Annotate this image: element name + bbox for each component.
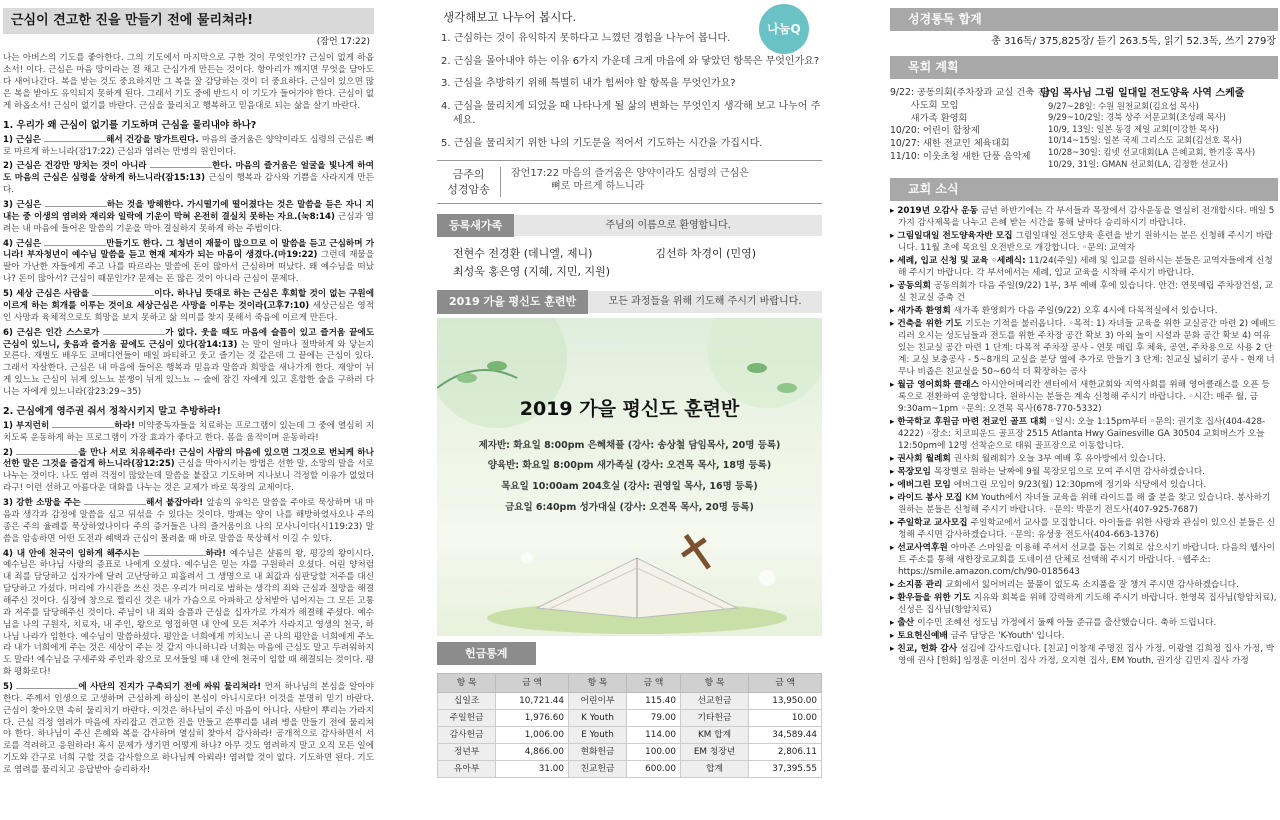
point-text: 는 말이 얼마나 절박하게 와 닿는지 모른다. 재벌도 배우도 코메디언들이 매일 파티하고 웃고 즐기는 것 같은데 그 끝에는 근심이 있다. 그래서 자살한다. 근심은 내 마음에 들어온 행복과 믿음과 말씀과 희망을 새나가게 한다. 재앙이 뉘게 있느뇨 근심이 뉘게 있느뇨 분쟁이 뉘게 있느뇨 -- 술에 잠긴 자에게 있고 혼합한 술을 구하러 다니는 자에게 있느니라(잠23:29~35) <box>3 339 374 397</box>
plan-date-item: 10/27: 새한 전교인 체육대회 <box>890 138 1010 150</box>
news-item-text: 새가족 환영회가 다음 주일(9/22) 오후 4시에 다목적실에서 있습니다. <box>953 305 1218 316</box>
news-item-text: 금주 담당은 'K-Youth' 입니다. <box>950 630 1065 641</box>
offering-amount: 10.00 <box>749 709 822 726</box>
news-column <box>890 0 1278 820</box>
offering-amount: 114.00 <box>627 727 681 744</box>
point-key: 가 없다. 웃을 때도 마음에 슬픔이 있고 즐거움 끝에도 근심이 있느니, 웃음과 즐거움 끝에도 근심이 있다(잠14:13) <box>3 327 374 350</box>
training-bar <box>437 290 822 313</box>
church-news <box>890 205 1278 667</box>
question-item: 3. 근심을 추방하기 위해 특별히 내가 힘써야 할 항목을 무엇인가요? <box>441 78 736 90</box>
news-item <box>890 379 1278 415</box>
point-blank <box>16 681 78 689</box>
offering-amount: 34,589.44 <box>749 727 822 744</box>
training-label: 2019 가을 평신도 훈련반 <box>437 290 588 313</box>
offering-item: 감사헌금 <box>438 727 496 744</box>
news-item <box>890 492 1278 516</box>
news-item-title: ▸ 그림일대일 전도양육자반 모집 <box>890 230 1016 241</box>
offering-row <box>438 761 822 778</box>
plan-date-item: 11/10: 이웃초청 새한 단풍 음악제 <box>890 151 1031 163</box>
point-lead: 3) 근심은 <box>3 200 45 211</box>
section-1-points <box>3 134 374 399</box>
news-item-text: 금년 하반기에는 각 부서들과 목장에서 감사운동을 열심히 전개합시다. 매일 5가지 감사제목을 나누고 은혜 받는 시간을 통해 날마다 승리하시기 바랍니다. <box>898 205 1275 228</box>
news-item-text: 주일학교에서 교사를 모집합니다. 아이들을 위한 사랑과 관심이 있으신 분들은 신청해 주시면 감사하겠습니다. ◦문의: 유성웅 전도사(404-663-1376) <box>898 517 1276 540</box>
bible-reading-label: 성경통독 합계 <box>890 8 1278 31</box>
point-3 <box>3 199 374 236</box>
ministry-plan-label: 목회 계획 <box>890 56 1278 79</box>
point-key: 만들기도 한다. 그 청년이 재물이 많으므로 이 말씀을 듣고 근심하며 가니라! 부자청년이 예수님 말씀을 듣고 현재 제자가 되는 마음이 생겼다.(마19:22) <box>3 238 374 261</box>
news-item-text: 권사회 월례회가 오늘 3부 예배 후 유아방에서 있습니다. <box>953 453 1167 464</box>
offering-header: 금 액 <box>627 673 681 692</box>
middle-column <box>437 0 822 820</box>
point-text: 마음의 즐거움은 양약이라도 심령의 근심은 뼈로 마르게 하느니라(잠17:22) 근심과 염려는 만병의 원인이다. <box>3 134 375 157</box>
memory-verse <box>437 160 822 204</box>
news-item-title: ▸ 에버그린 모임 <box>890 479 954 490</box>
offering-row <box>438 744 822 761</box>
news-item-title: ▸ 새가족 환영회 <box>890 305 954 316</box>
news-item <box>890 617 1278 629</box>
news-item <box>890 592 1278 616</box>
section-2-points <box>3 420 374 777</box>
offering-item: KM 합계 <box>680 727 748 744</box>
plan-date-item: 사도회 모임 <box>890 99 959 111</box>
news-item-text: 아마존 스마일을 이용해 주셔서 선교를 돕는 기회로 삼으시기 바랍니다. 다음의 웹사이트 주소를 통해 새한장로교회를 도네이션 단체로 선택해 주시기 바랍니다. ◦웹주소: https://smile.amazon.com/ch/90-0185643 <box>898 542 1275 577</box>
news-item-text: 공동의회가 다음 주일(9/22) 1부, 3부 예배 후에 있습니다. 안건: 연못매립 주차장건설, 교실 친교실 증축 건 <box>898 280 1274 303</box>
training-poster <box>437 318 822 636</box>
point-blank <box>52 420 114 428</box>
offering-table <box>437 673 822 779</box>
news-item-text: 에버그린 모임이 9/23(월) 12:30pm에 정기와 식당에서 있습니다. <box>953 479 1207 490</box>
offering-item: 정년부 <box>438 744 496 761</box>
news-item-title: ▸ 공동의회 <box>890 280 934 291</box>
news-item-text: 아시안어메리칸 센터에서 새한교회와 지역사회를 위해 영어클래스를 오픈 등록으로 전환하여 운영합니다. 원하시는 분들은 계속 신청해 주시기 바랍니다. ◦시간: 매주 월, 금 9:30am~1pm ◦문의: 오견목 목사(678-770-5332) <box>898 379 1270 414</box>
plan-date-item: 새가족 환영회 <box>890 112 968 124</box>
point-2 <box>3 160 374 197</box>
offering-item: 유아부 <box>438 761 496 778</box>
plan-schedule-item: 10/14~15일: 일본 국제 그리스도 교회(김선호 목사) <box>1048 135 1242 146</box>
newcomer-family-1: 전현수 전경환 (데니엘, 제니) <box>453 247 593 261</box>
point-blank <box>84 497 146 505</box>
point-blank <box>144 548 206 556</box>
point-text: 미약중독자들을 치료하는 프로그램이 있는데 그 중에 열심히 지치도록 운동하게 하는 프로그램이 가장 효과가 좋다고 한다. 몸을 움직이며 운동하라! <box>3 420 374 443</box>
news-item-text: 목장별로 원하는 날짜에 9월 목장모임으로 모여 주시면 감사하겠습니다. <box>933 466 1205 477</box>
news-item-title: ▸ 토요헌신예배 <box>890 630 951 641</box>
plan-schedule-item: 10/28~30일: 킴넷 선교대회(LA 은혜교회, 한기홍 목사) <box>1048 147 1256 158</box>
plan-schedule-item: 9/29~10/2일: 경북 상주 서문교회(조성래 목사) <box>1048 112 1226 123</box>
news-item <box>890 479 1278 491</box>
point-3 <box>3 497 374 545</box>
question-item: 1. 근심하는 것이 유익하지 못하다고 느꼈던 경험을 나누어 봅니다. <box>441 32 731 44</box>
point-blank <box>16 447 78 455</box>
point-text: 그런데 재물을 팔아 가난한 자들에게 주고 나를 따르라는 말씀에 돈이 많아서 근심하며 떠났다. 왜 예수님을 떠났나? 돈이 많아서? 근심이 때문인가? 문제는 돈 많은 것이 아니라 근심이 문제다. <box>3 250 375 285</box>
offering-header: 항 목 <box>438 673 496 692</box>
news-item-title: ▸ 건축을 위한 기도 <box>890 318 966 329</box>
church-news-label: 교회 소식 <box>890 178 1278 201</box>
question-item: 5. 근심을 물리치기 위한 나의 기도문을 적어서 기도하는 시간을 가집시다. <box>441 137 763 149</box>
news-item-title: ▸ 2019년 오감사 운동 <box>890 205 981 216</box>
news-item <box>890 542 1278 578</box>
point-key: 하라! <box>114 420 139 431</box>
point-text: 먼저 하나님의 본심을 알아야 한다. 주께서 인생으로 고생하며 근심하게 하심이 본심이 아니시로다! 이것을 분명히 믿기 바란다. 근심이 찾아오면 속히 물리치기 바란다. 이것은 하나님이 주신 마음이 아니다. 사탄이 뿌리는 가라지다. 근심 걱정 염려가 마음에 자리잡고 견고한 진을 만들고 쓴뿌리를 내려 병을 만들기 전에 물리쳐야 한다. 하나님이 주신 은혜와 복을 감사하며 열심히 찾아서 감사하라! 공개적으로 감사하면서 서로를 격려하고 응원하라! 혹시 문제가 생기면 어떻게 하나? 아무 것도 염려하지 말고 오직 모든 일에 기도와 간구로 너희 구할 것을 감사함으로 하나님께 아뢰라! 염려할 것이 없다. 기도하면 된다. 기도로 염려를 물리치고 응답받아 승리하자! <box>3 681 374 775</box>
schedule-line: 금요일 6:40pm 성가대실 (강사: 오견목 목사, 20명 등록) <box>505 502 754 514</box>
news-item-title: ▸ 선교사역후원 <box>890 542 951 553</box>
offering-item: 어린이부 <box>568 692 626 709</box>
news-item-text: 지유와 회복을 위해 강력하게 기도해 주시기 바랍니다. 한영목 집사님(항암치료), 신성은 집사님(항암치료) <box>898 592 1277 615</box>
offering-item: K Youth <box>568 709 626 726</box>
discussion-title: 생각해보고 나누어 봅시다. <box>443 10 577 24</box>
point-key: 하는 것을 방해한다. 가시떨기에 떨어졌다는 것은 말씀을 듣은 자니 지내는 중 이생의 염려와 재리와 일락에 기운이 막혀 온전히 결실치 못하는 자요.(눅8:14) <box>3 200 375 222</box>
point-text: 근심이 행복과 감사와 기쁨을 사라지게 만든다. <box>3 173 375 196</box>
point-text: 예수님은 샬롬의 왕, 평강의 왕이시다. 예수님은 하나님 사랑의 증표로 나에게 오셨다. 예수님은 믿는 자를 구원하러 오셨다. 어린 양처럼 내 죄를 담당하고 십자가에 달려 고난당하고 피흘려서 그 생명으로 내 최값과 심판당할 저주를 대신 담당하고 가셨다. 머리에 가시관을 쓰신 것은 우리가 머리로 범하는 생각의 죄와 근심과 절망을 해결해주신 것이다. 심장에 창으로 찔리신 것은 내가 가슴으로 아파하고 상처받아 넘어지는 그 모든 고통과 저주를 담당해주신 것이다. 주님이 내 죄와 슬픔과 근심을 십자가로 가져가 해결해 주셨다. 예수님을 나의 구원자, 치료자, 내 주인, 왕으로 영접하면 내 안에 모든 저주가 사라지고 영생의 천국, 하나님 나라가 임한다. 예수님이 말씀하셨다. 평안을 너희에게 끼치노니 곧 나의 평안을 너희에게 주노라 내가 너희에게 주는 것은 세상이 주는 것 같지 아니하니라 너희는 마음에 근심도 말고 두려워하지도 말라! 예수님을 구세주와 주인과 왕으로 모셔들일 때 내 안에 천국이 임할 때 해결되는 것이다. 평화 평화로다! <box>3 548 375 678</box>
news-item-text: 11/24(주일) 세례 및 입교를 원하시는 분들은 교역자들에게 신청해 주시기 바랍니다. 각 부서에서는 세례, 입교 교육을 시작해 주시기 바랍니다. <box>898 255 1273 278</box>
news-item <box>890 280 1278 304</box>
plan-schedule-title: 담임 목사님 그림 일대일 전도양육 사역 스케줄 <box>1040 87 1245 99</box>
point-key: 해서 붙잡아라! <box>146 498 207 509</box>
point-lead: 6) 근심은 인간 스스로가 <box>3 327 104 338</box>
offering-amount: 4,866.00 <box>496 744 569 761</box>
point-lead: 2) <box>3 447 17 458</box>
news-item-text: 섬김에 감사드립니다. [친교] 이창재 주명진 집사 가정, 이광열 김희정 집사 가정, 박영애 권사 [헌화] 임정훈 이선미 집사 가정, 오지현 집사, EM Youth, 권기상 김민지 집사 가정 <box>898 643 1275 666</box>
point-lead: 4) 근심은 <box>3 238 45 249</box>
point-lead: 4) 내 안에 천국이 임하게 해주시는 <box>3 548 144 559</box>
news-item <box>890 453 1278 465</box>
section-heading-2: 2. 근심에게 영주권 줘서 정착시키지 말고 추방하라! <box>3 405 221 417</box>
news-item <box>890 416 1278 452</box>
poster-title: 2019 가을 평신도 훈련반 <box>519 397 740 420</box>
point-lead: 5) <box>3 681 17 692</box>
news-item-title: ▸ 세례, 입교 신청 및 교육 ◦세례식: <box>890 255 1029 266</box>
offering-label: 헌금통계 <box>437 642 536 665</box>
point-key: 해서 건강을 망가트린다. <box>106 134 202 145</box>
point-blank <box>92 288 154 296</box>
sermon-body <box>3 53 374 776</box>
newcomer-welcome: 주님의 이름으로 환영합니다. <box>514 215 822 237</box>
point-lead: 3) 강한 소망을 주는 <box>3 498 85 509</box>
question-item: 4. 근심을 물리치게 되었을 때 나타나게 될 삶의 변화는 무엇인지 생각해 보고 나누어 주세요. <box>441 101 821 127</box>
point-key: 한다. 마음의 즐거움은 얼굴을 빛나게 하여도 마음의 근심은 심령을 상하게 하느니라(잠15:13) <box>3 161 374 184</box>
memory-label-1: 금주의 <box>452 167 485 181</box>
offering-amount: 2,806.11 <box>749 744 822 761</box>
news-item-title: ▸ 월금 영어회화 클래스 <box>890 379 982 390</box>
point-1 <box>3 420 374 445</box>
point-1 <box>3 134 374 159</box>
offering-item: 주일헌금 <box>438 709 496 726</box>
point-6 <box>3 327 374 399</box>
offering-item: 합계 <box>680 761 748 778</box>
point-lead: 1) 부지런히 <box>3 420 53 431</box>
point-key: 하라! <box>205 548 230 559</box>
sermon-column <box>0 0 378 820</box>
offering-bar <box>437 642 822 665</box>
newcomer-bar <box>437 214 822 237</box>
point-blank <box>45 199 107 207</box>
question-item: 2. 근심을 몰아내야 하는 이유 6가지 가운데 크게 마음에 와 닿았던 항목은 무엇인가요? <box>441 55 820 67</box>
offering-amount: 115.40 <box>627 692 681 709</box>
point-lead: 2) 근심은 건강만 망치는 것이 아니라 <box>3 161 151 172</box>
point-5 <box>3 288 374 325</box>
point-5 <box>3 681 374 777</box>
sermon-title: 근심이 견고한 진을 만들기 전에 물리쳐라! <box>3 8 374 34</box>
plan-schedule-item: 9/27~28일: 수원 원천교회(김요섭 목사) <box>1048 100 1199 111</box>
offering-amount: 37,395.55 <box>749 761 822 778</box>
news-item-text: 그림일대일 전도양육 훈련을 받기 원하시는 분은 신청해 주시기 바랍니다. 11월 초에 목요일 오전반으로 개강합니다. ◦문의: 교역자 <box>898 230 1273 253</box>
memory-text-1: 잠언17:22 마음의 즐거움은 양약이라도 심령의 근심은 <box>511 167 749 179</box>
news-item-title: ▸ 라이드 봉사 모집 <box>890 492 966 503</box>
memory-text-2: 뼈로 마르게 하느니라 <box>551 181 645 193</box>
point-text: 근심을 막아시키는 방법은 선한 말, 소망의 말을 서로 나누는 것이다. 나도 염려 걱정이 많았는데 말씀을 붙잡고 기도하며 지나보니 걱정할 이유가 없었더라구! 이런 선하고 아름다운 대화를 나누는 것은 교제가 바로 목장의 교제이다. <box>3 459 375 494</box>
point-blank <box>150 160 212 168</box>
news-item <box>890 517 1278 541</box>
point-text: 세상근심은 영적인 사망과 육체적으로도 희망을 보지 못하고 삶 의미를 찾지 못해서 죽음에 이르게 만든다. <box>3 300 374 323</box>
point-4 <box>3 238 374 286</box>
sermon-reference: (잠언 17:22) <box>316 36 370 47</box>
point-key: 에 사단의 진지가 구축되기 전에 싸워 물리쳐라! <box>78 681 265 692</box>
memory-label-2: 성경암송 <box>447 182 490 196</box>
news-item <box>890 466 1278 478</box>
offering-amount: 79.00 <box>627 709 681 726</box>
offering-item: 친교헌금 <box>568 761 626 778</box>
offering-amount: 10,721.44 <box>496 692 569 709</box>
nanum-q-logo: 나눔Q <box>759 4 809 54</box>
offering-item: 십일조 <box>438 692 496 709</box>
training-note: 모든 과정들을 위해 기도해 주시기 바랍니다. <box>588 291 822 313</box>
news-item-title: ▸ 환우들을 위한 기도 <box>890 592 974 603</box>
offering-item: 기타헌금 <box>680 709 748 726</box>
point-lead: 1) 근심은 <box>3 134 45 145</box>
offering-item: 선교헌금 <box>680 692 748 709</box>
offering-header: 금 액 <box>496 673 569 692</box>
offering-item: EM 청장년 <box>680 744 748 761</box>
plan-schedule-item: 10/9, 13일: 일본 동경 제일 교회(이강한 목사) <box>1048 123 1219 134</box>
point-blank <box>44 134 106 142</box>
offering-row <box>438 709 822 726</box>
offering-header: 항 목 <box>680 673 748 692</box>
discussion-questions <box>441 32 822 151</box>
bible-reading-total: 총 316독/ 375,825장/ 듣기 263.5독, 읽기 52.3독, 쓰기 279장 <box>991 35 1276 47</box>
news-item-text: 이수민 조혜선 성도님 가정에서 둘째 아들 준규를 출산했습니다. 축하 드립니다. <box>917 617 1217 628</box>
point-key: 이다. 하나님 뜻대로 하는 근심은 후회할 것이 없는 구원에 이르게 하는 회개를 이루는 것이요 세상근심은 사망을 이루는 것이라(고후7:10) <box>3 289 375 311</box>
offering-header: 항 목 <box>568 673 626 692</box>
news-item-text: KM Youth에서 자녀들 교육을 위해 라이드를 해 줄 분을 찾고 있습니다. 봉사하기 원하는 분들은 신청해 주시기 바랍니다. ◦문의: 박문기 전도사(407-925-7687) <box>898 492 1271 515</box>
point-key: 을 만나 서로 치유해주라! 근심이 사람의 마음에 있으면 그것으로 번뇌케 하나 선한 말은 그것을 즐겁게 하느니라(잠12:25) <box>3 447 374 470</box>
offering-item: 현화헌금 <box>568 744 626 761</box>
point-blank <box>44 238 106 246</box>
news-item <box>890 255 1278 279</box>
schedule-line: 제자반: 화요일 8:00pm 은혜채플 (강사: 송상철 담임목사, 20명 등록) <box>478 439 781 451</box>
news-item <box>890 643 1278 667</box>
news-item <box>890 318 1278 378</box>
offering-header: 금 액 <box>749 673 822 692</box>
offering-header-row <box>438 673 822 692</box>
offering-row <box>438 727 822 744</box>
offering-amount: 1,976.60 <box>496 709 569 726</box>
news-item-title: ▸ 소지품 관리 <box>890 579 946 590</box>
plan-date-item: 10/20: 어린이 합창제 <box>890 125 980 137</box>
point-text: 앞송의 유익은 말씀을 주야로 묵상하며 내 마음과 생각과 감정에 말씀을 심고 뒤섞을 수 있다는 것이다. 방패는 양이 나를 해방하였사오나 주의 종은 주의 율례를 묵상하였나이다 주의 증거들은 나의 즐거움이요 나의 모사니이다(시119:23) 말씀을 암송하면 어떤 도전과 혜택과 근심이 몰려올 때 바로 말씀을 묵상해서 이길 수 있다. <box>3 498 374 544</box>
offering-amount: 100.00 <box>627 744 681 761</box>
plan-dates <box>890 86 1050 170</box>
offering-item: E Youth <box>568 727 626 744</box>
point-lead: 5) 세상 근심은 사람을 <box>3 289 93 300</box>
point-4 <box>3 548 374 679</box>
news-item-title: ▸ 목장모임 <box>890 466 934 477</box>
point-text: 근심과 염려는 내 마음에 들어온 말씀의 기운을 막아 결실하지 못하게 하는 주범이다. <box>3 211 374 234</box>
newcomer-family-3: 최성욱 홍은영 (지혜, 지민, 지원) <box>453 264 611 278</box>
news-item-title: ▸ 친교, 헌화 감사 <box>890 643 961 654</box>
news-item-text: ◦일시: 오늘 1:15pm부터 ◦문의: 권기호 집사(404-428-4222) ◦장소: 치코피운드 골프장 2515 Atlanta Hwy Gainesville GA 30504 교회버스가 오늘12:50pm에 12명 선착순으로 태워 골프장으로 이동합니다. <box>898 416 1266 451</box>
offering-amount: 1,006.00 <box>496 727 569 744</box>
offering-row <box>438 692 822 709</box>
newcomer-names <box>437 237 822 288</box>
sermon-intro: 나는 아버스의 기도를 좋아한다. 그의 기도에서 마지막으로 구한 것이 무엇인가? 근심이 없게 하옵소서! 이다. 근심은 마음 땅이라는 걸 채고 근심가게 만든는 것이다. 항아리가 깨지면 무엇을 담아도 다 새어나간다. 복을 받는 것도 중요하지만 그 복을 잘 감당하는 것이 더 중요하다. 근심이 있으면 많은 복을 받아도 유익되지 못하게 된다. 그래서 기도 중에 반드시 이 기도가 들어가야 한다. 근심이 없게 하옵소서! 근심이 없기를 바란다. 근심을 물리치고 행복하고 믿음대로 되는 삶을 살기 바란다. <box>3 53 374 111</box>
news-item-title: ▸ 주일학교 교사모집 <box>890 517 971 528</box>
news-item <box>890 205 1278 229</box>
point-2 <box>3 447 374 495</box>
newcomer-label: 등록새가족 <box>437 214 514 237</box>
news-item <box>890 305 1278 317</box>
offering-amount: 31.00 <box>496 761 569 778</box>
news-item-text: 기도는 기적을 불러옵니다. ◦목적: 1) 자녀들 교육을 위한 교실공간 마련 2) 예배드리러 오시는 성도님들과 전도를 위한 주차장 공간 확보 3) 아외 놀이 시설과 문화 공간 확보 4) 여유 있는 친교실 공간 마련 1 단계: 다목적 주차장 공사 - 연못 매립 후 체육, 공연, 주차용으로 사용 2 단계: 교실 보충공사 - 5~8개의 교실을 분당 옆에 추가로 만들기 3 단계: 친교실 넓히기 공사 - 현재 너무나 비좁은 친교실을 50~60석 더 확장하는 공사 <box>898 318 1277 377</box>
news-item-title: ▸ 권사회 월례회 <box>890 453 954 464</box>
plan-schedule-item: 10/29, 31일: GMAN 선교회(LA, 김정한 선교사) <box>1048 158 1228 169</box>
schedule-line: 양육반: 화요일 8:00pm 새가족실 (강사: 오견목 목사, 18명 등록) <box>487 460 772 472</box>
news-item <box>890 630 1278 642</box>
plan-schedule <box>1040 101 1278 171</box>
news-item-text: 교회에서 잃어버리는 물품이 없도록 소지품을 잘 챙겨 주시면 감사하겠습니다. <box>945 579 1239 590</box>
newcomer-family-2: 김선하 차경이 (민영) <box>655 247 756 261</box>
poster-schedule <box>437 436 822 520</box>
plan-date-item: 9/22: 공동의회(주차장과 교실 건축 건) <box>890 86 1050 98</box>
schedule-line: 목요일 10:00am 204호실 (강사: 권영일 목사, 16명 등록) <box>501 481 758 493</box>
point-blank <box>103 327 165 335</box>
news-item <box>890 579 1278 591</box>
news-item-title: ▸ 출산 <box>890 617 918 628</box>
section-heading-1: 1. 우리가 왜 근심이 없기를 기도하며 근심을 물리내야 하나? <box>3 119 257 131</box>
offering-amount: 600.00 <box>627 761 681 778</box>
offering-amount: 13,950.00 <box>749 692 822 709</box>
ministry-plan <box>890 87 1278 170</box>
news-item <box>890 230 1278 254</box>
news-item-title: ▸ 한국학교 후원금 마련 전교인 골프 대회 <box>890 416 1050 427</box>
